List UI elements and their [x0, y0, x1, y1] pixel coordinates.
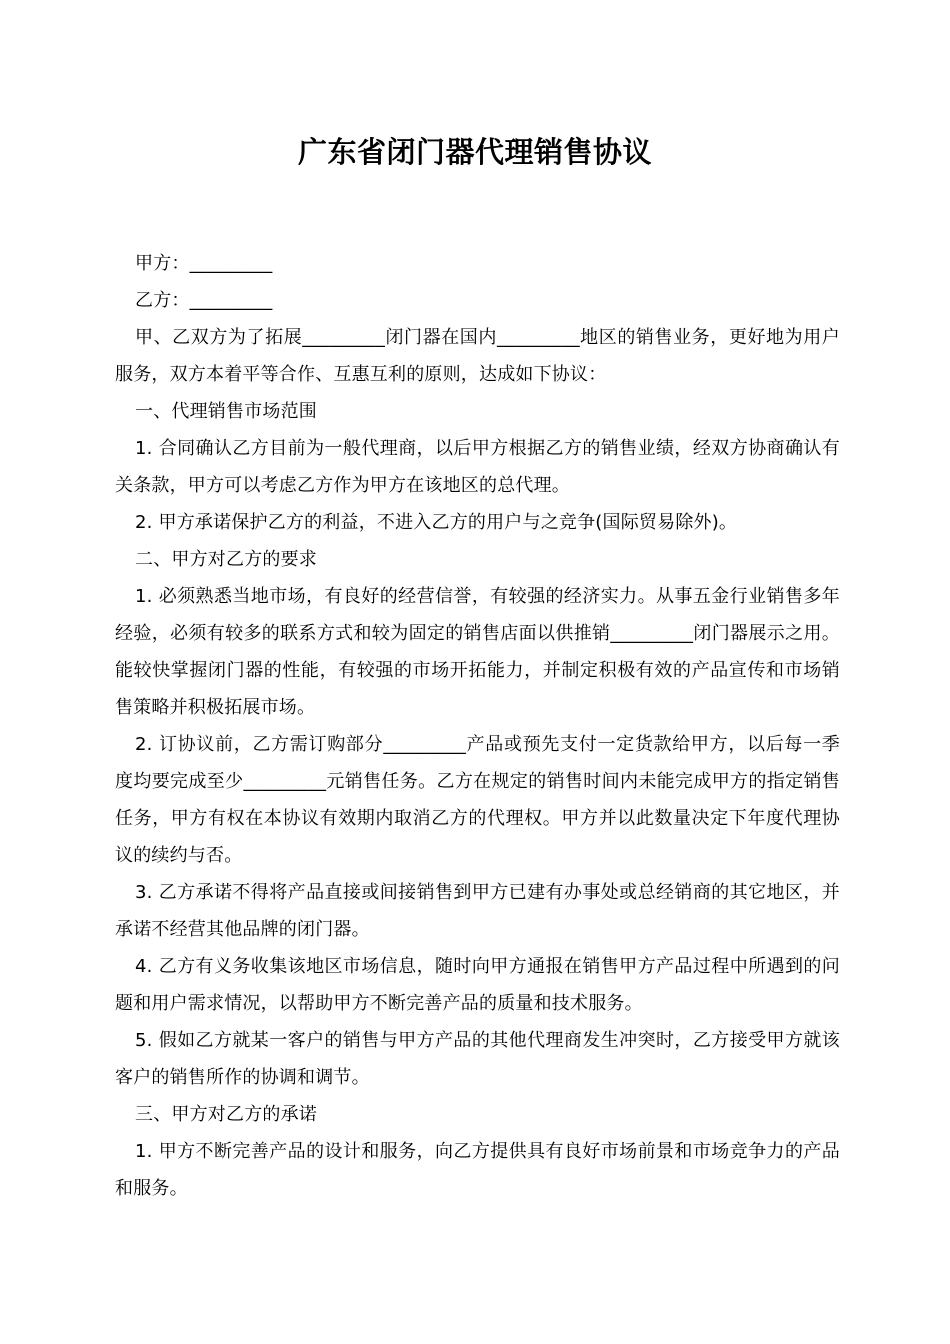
- clause-2-3: 3. 乙方承诺不得将产品直接或间接销售到甲方已建有办事处或总经销商的其它地区，并承诺不经营其他品牌的闭门器。: [115, 882, 840, 940]
- party-b-line: 乙方：_________: [135, 290, 273, 311]
- document-body: [115, 245, 840, 1207]
- section-heading-3: 三、甲方对乙方的承诺: [135, 1104, 317, 1125]
- clause-1-1: 1. 合同确认乙方目前为一般代理商，以后甲方根据乙方的销售业绩，经双方协商确认有关条款，甲方可以考虑乙方作为甲方在该地区的总代理。: [115, 438, 840, 496]
- clause-1-2: 2. 甲方承诺保护乙方的利益，不进入乙方的用户与之竞争(国际贸易除外)。: [135, 512, 738, 533]
- document-title: 广东省闭门器代理销售协议: [297, 135, 652, 169]
- preamble-paragraph: 甲、乙双方为了拓展_________闭门器在国内_________地区的销售业务，更好地为用户服务，双方本着平等合作、互惠互利的原则，达成如下协议：: [115, 327, 840, 385]
- section-heading-1: 一、代理销售市场范围: [135, 401, 317, 422]
- clause-2-4: 4. 乙方有义务收集该地区市场信息，随时向甲方通报在销售甲方产品过程中所遇到的问题和用户需求情况，以帮助甲方不断完善产品的质量和技术服务。: [115, 956, 840, 1014]
- clause-2-5: 5. 假如乙方就某一客户的销售与甲方产品的其他代理商发生冲突时，乙方接受甲方就该客户的销售所作的协调和调节。: [115, 1030, 840, 1088]
- section-heading-2: 二、甲方对乙方的要求: [135, 549, 317, 570]
- clause-2-2: 2. 订协议前，乙方需订购部分_________产品或预先支付一定货款给甲方，以后每一季度均要完成至少_________元销售任务。乙方在规定的销售时间内未能完成甲方的指定销售任务，甲方有权在本协议有效期内取消乙方的代理权。甲方并以此数量决定下年度代理协议的续约与否。: [115, 734, 840, 866]
- clause-3-1: 1. 甲方不断完善产品的设计和服务，向乙方提供具有良好市场前景和市场竞争力的产品和服务。: [115, 1141, 840, 1199]
- party-a-line: 甲方：_________: [135, 253, 273, 274]
- clause-2-1: 1. 必须熟悉当地市场，有良好的经营信誉，有较强的经济实力。从事五金行业销售多年经验，必须有较多的联系方式和较为固定的销售店面以供推销_________闭门器展示之用。能较快掌握闭门器的性能，有较强的市场开拓能力，并制定积极有效的产品宣传和市场销售策略并积极拓展市场。: [115, 586, 840, 718]
